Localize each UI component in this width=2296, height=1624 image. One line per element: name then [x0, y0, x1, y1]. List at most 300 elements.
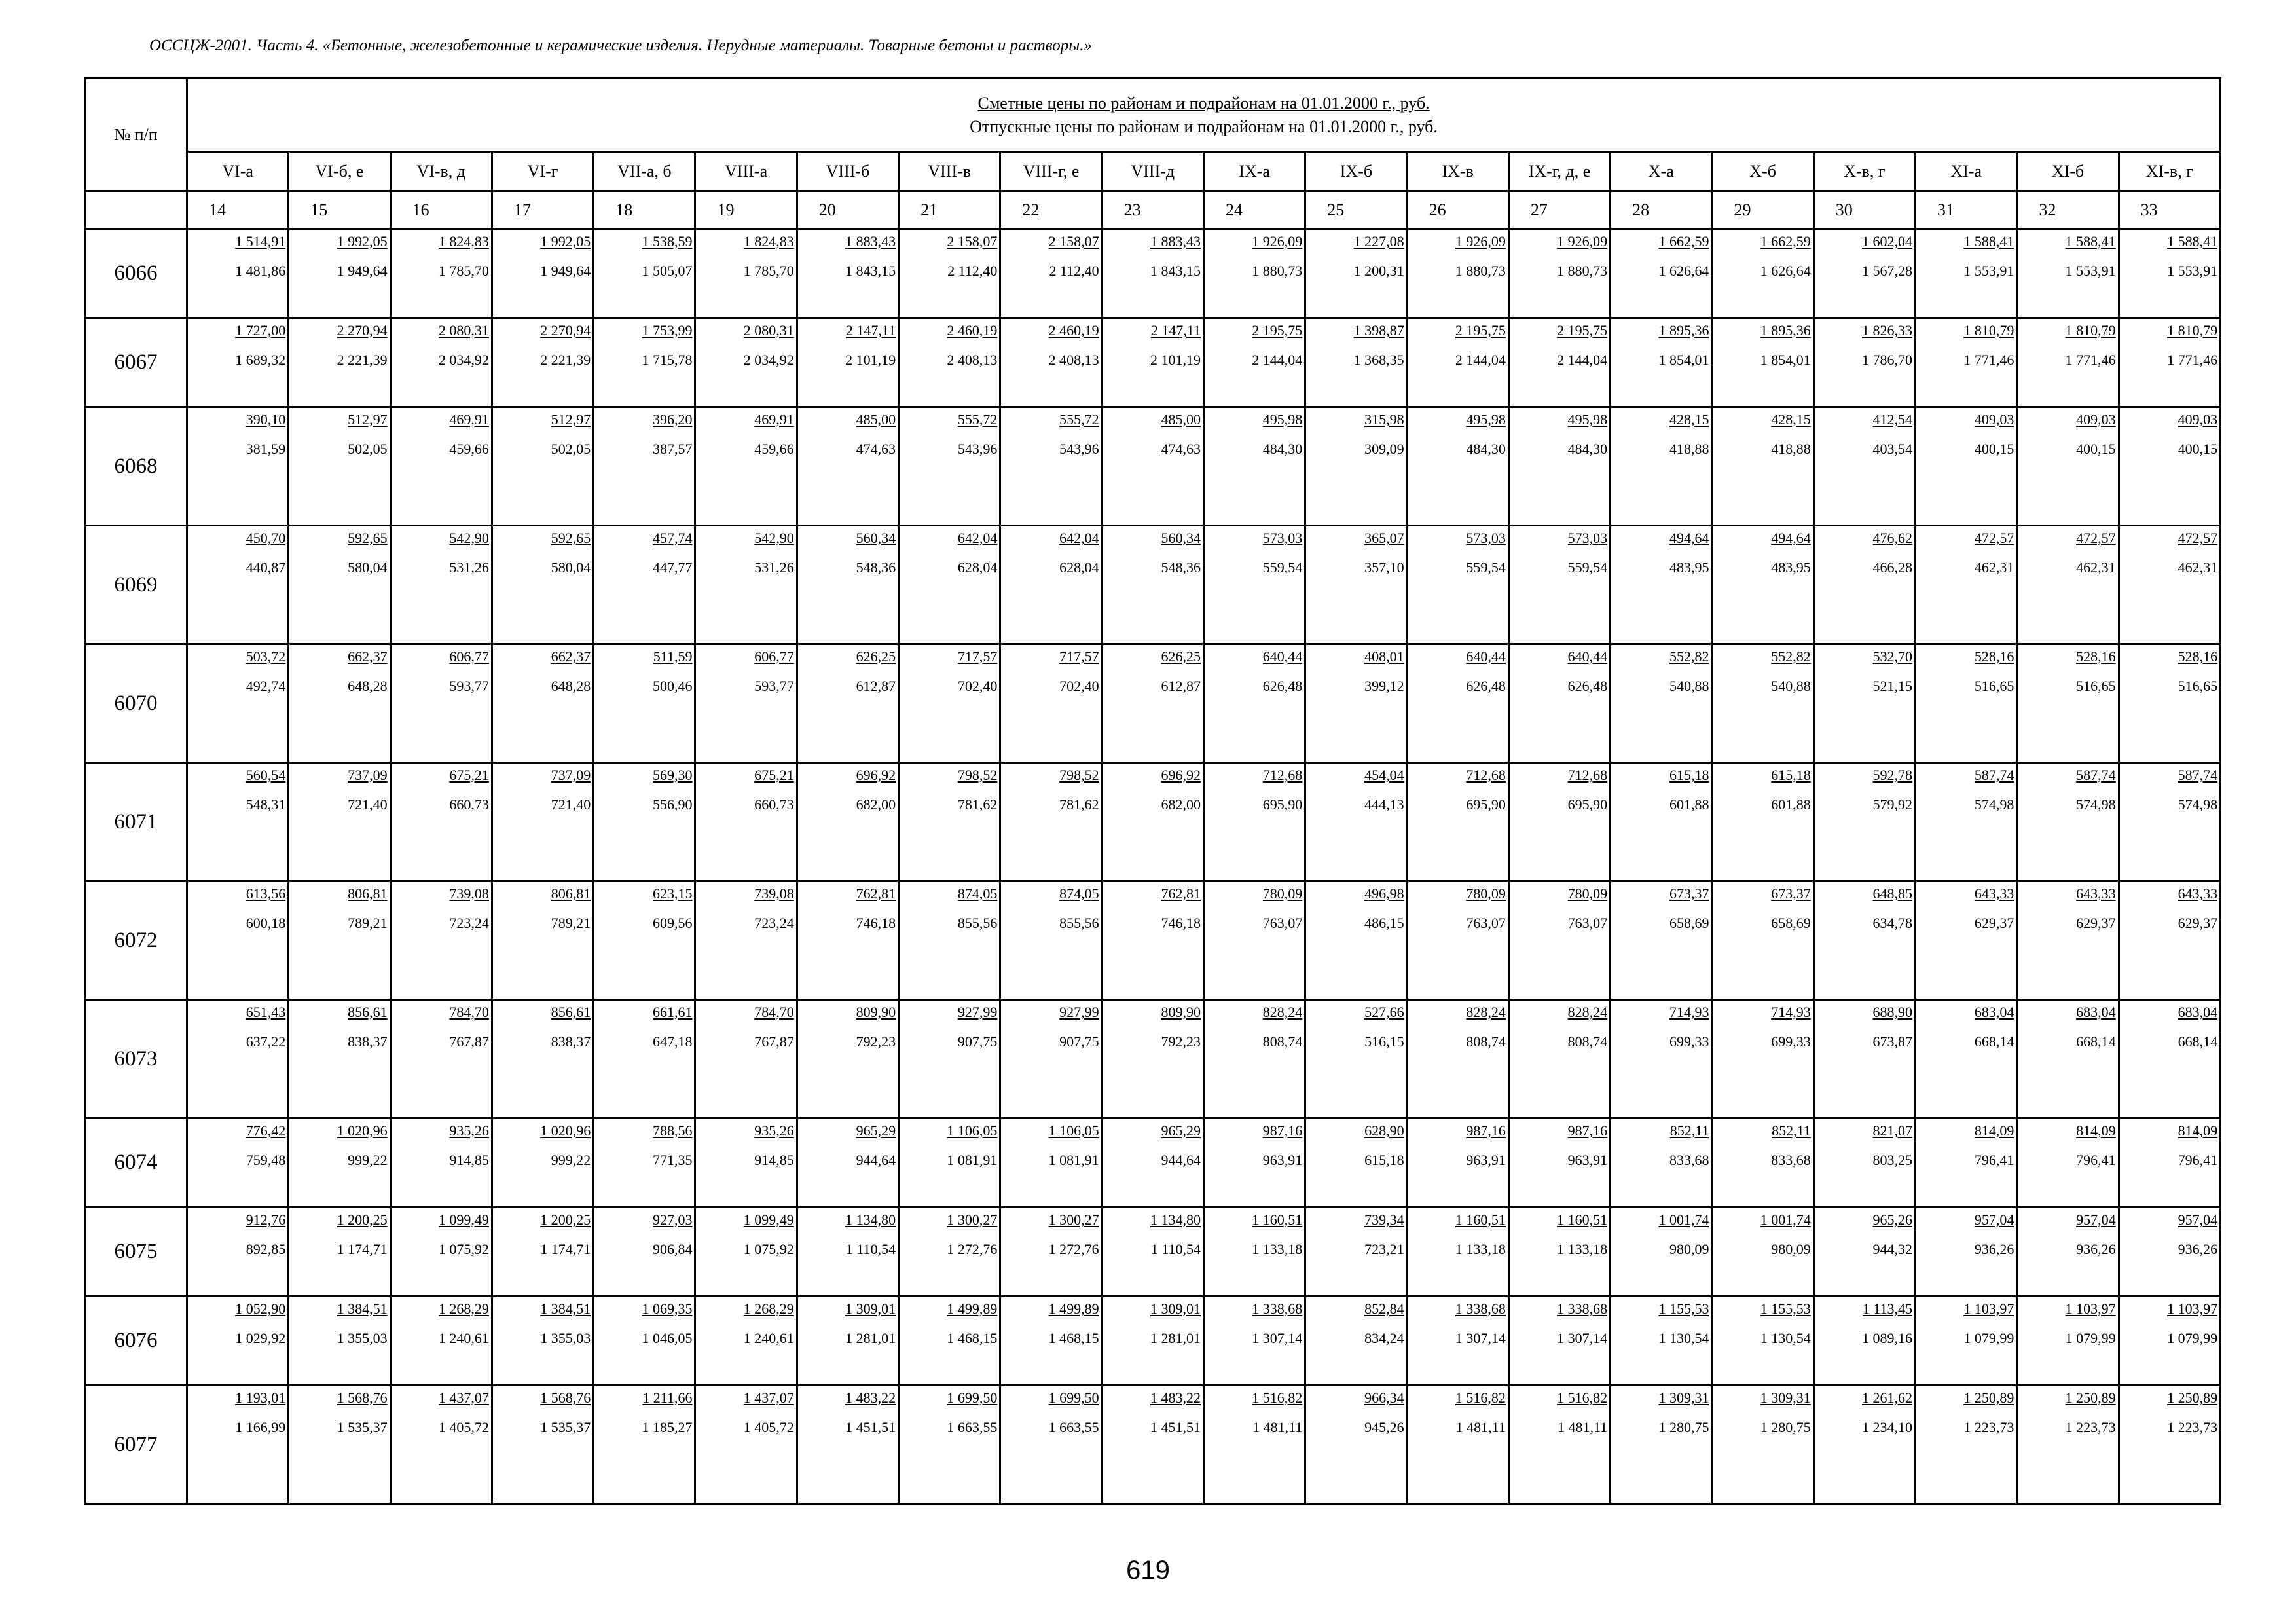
- district-header: X-б: [1712, 152, 1813, 191]
- estimate-price: 469,91: [449, 411, 489, 428]
- release-price: 1 567,28: [1862, 263, 1913, 279]
- release-price: 1 368,35: [1353, 352, 1404, 368]
- release-price: 1 843,15: [1150, 263, 1201, 279]
- release-price: 531,26: [754, 559, 794, 576]
- release-price: 1 663,55: [1048, 1419, 1099, 1435]
- release-price: 1 355,03: [540, 1330, 591, 1346]
- estimate-price: 957,04: [2178, 1211, 2218, 1228]
- price-cell: [187, 1208, 289, 1297]
- estimate-price: 552,82: [1669, 648, 1709, 665]
- release-price: 1 880,73: [1455, 263, 1506, 279]
- release-price: 559,54: [1567, 559, 1608, 576]
- price-cell: [1508, 644, 1610, 763]
- districts-row: [85, 152, 2221, 191]
- estimate-price: 428,15: [1771, 411, 1811, 428]
- price-cell: [1813, 1118, 1915, 1208]
- estimate-price: 1 155,53: [1760, 1301, 1811, 1317]
- estimate-price: 856,61: [348, 1004, 388, 1020]
- estimate-price: 1 309,31: [1658, 1390, 1709, 1406]
- price-cell: [1102, 526, 1203, 644]
- estimate-price: 717,57: [957, 648, 998, 665]
- estimate-price: 512,97: [551, 411, 591, 428]
- estimate-price: 1 588,41: [2167, 233, 2218, 249]
- price-cell: [1305, 1208, 1407, 1297]
- estimate-price: 780,09: [1466, 885, 1506, 902]
- price-cell: [1407, 881, 1508, 1000]
- release-price: 1 110,54: [845, 1241, 896, 1257]
- estimate-price: 408,01: [1364, 648, 1404, 665]
- estimate-price: 1 568,76: [337, 1390, 388, 1406]
- district-header: VIII-а: [695, 152, 797, 191]
- release-price: 907,75: [1059, 1033, 1099, 1050]
- price-cell: [1813, 1386, 1915, 1504]
- estimate-price: 1 106,05: [947, 1122, 998, 1139]
- estimate-price: 643,33: [2076, 885, 2116, 902]
- price-cell: [1916, 407, 2017, 526]
- release-price: 914,85: [449, 1152, 489, 1168]
- price-cell: [1000, 1386, 1102, 1504]
- price-cell: [594, 229, 695, 318]
- release-price: 601,88: [1669, 796, 1709, 813]
- estimate-price: 542,90: [449, 530, 489, 546]
- price-cell: [1203, 644, 1305, 763]
- price-cell: [1305, 318, 1407, 407]
- estimate-price: 1 662,59: [1658, 233, 1709, 249]
- release-price: 660,73: [449, 796, 489, 813]
- release-price: 2 101,19: [845, 352, 896, 368]
- price-cell: [1203, 1208, 1305, 1297]
- release-price: 963,91: [1567, 1152, 1608, 1168]
- price-cell: [1916, 1386, 2017, 1504]
- estimate-price: 927,99: [957, 1004, 998, 1020]
- estimate-price: 1 514,91: [235, 233, 286, 249]
- price-cell: [1712, 526, 1813, 644]
- price-cell: [1916, 229, 2017, 318]
- price-cell: [390, 644, 492, 763]
- price-cell: [1305, 1000, 1407, 1118]
- price-cell: [187, 318, 289, 407]
- estimate-price: 762,81: [1161, 885, 1201, 902]
- estimate-price: 651,43: [246, 1004, 286, 1020]
- release-price: 447,77: [652, 559, 693, 576]
- price-cell: [390, 1000, 492, 1118]
- price-cell: [1102, 1208, 1203, 1297]
- release-price: 548,36: [1161, 559, 1201, 576]
- row-code: 6076: [85, 1297, 187, 1386]
- district-header: IX-в: [1407, 152, 1508, 191]
- price-cell: [1102, 1000, 1203, 1118]
- release-price: 723,24: [754, 915, 794, 931]
- price-cell: [1407, 763, 1508, 881]
- column-number: 27: [1508, 191, 1610, 229]
- release-price: 516,65: [1974, 678, 2014, 694]
- table-row: [85, 318, 2221, 407]
- price-cell: [1407, 1118, 1508, 1208]
- price-cell: [1000, 1118, 1102, 1208]
- price-cell: [899, 407, 1000, 526]
- release-price: 838,37: [551, 1033, 591, 1050]
- price-cell: [899, 229, 1000, 318]
- price-cell: [1407, 644, 1508, 763]
- estimate-price: 717,57: [1059, 648, 1099, 665]
- estimate-price: 606,77: [449, 648, 489, 665]
- release-price: 459,66: [754, 441, 794, 457]
- column-number: 24: [1203, 191, 1305, 229]
- estimate-price: 1 268,29: [743, 1301, 794, 1317]
- release-price: 1 451,51: [1150, 1419, 1201, 1435]
- estimate-price: 673,37: [1771, 885, 1811, 902]
- estimate-price: 696,92: [856, 767, 896, 783]
- release-price: 2 221,39: [337, 352, 388, 368]
- price-cell: [1305, 407, 1407, 526]
- price-cell: [2017, 1000, 2119, 1118]
- row-code: 6073: [85, 1000, 187, 1118]
- estimate-price: 714,93: [1771, 1004, 1811, 1020]
- release-price: 660,73: [754, 796, 794, 813]
- price-cell: [695, 1000, 797, 1118]
- release-price: 1 880,73: [1557, 263, 1608, 279]
- estimate-price: 1 483,22: [1150, 1390, 1201, 1406]
- price-cell: [187, 881, 289, 1000]
- price-cell: [187, 644, 289, 763]
- price-cell: [1102, 644, 1203, 763]
- price-cell: [1000, 407, 1102, 526]
- release-price: 963,91: [1262, 1152, 1303, 1168]
- release-price: 629,37: [2076, 915, 2116, 931]
- estimate-price: 1 103,97: [1963, 1301, 2014, 1317]
- estimate-price: 809,90: [1161, 1004, 1201, 1020]
- release-price: 399,12: [1364, 678, 1404, 694]
- district-header: VI-б, е: [289, 152, 390, 191]
- price-cell: [1203, 1386, 1305, 1504]
- estimate-price: 528,16: [2178, 648, 2218, 665]
- price-cell: [797, 1386, 898, 1504]
- price-cell: [1508, 1208, 1610, 1297]
- price-cell: [1611, 1208, 1712, 1297]
- release-price: 531,26: [449, 559, 489, 576]
- release-price: 945,26: [1364, 1419, 1404, 1435]
- release-price: 673,87: [1872, 1033, 1913, 1050]
- price-cell: [2119, 1208, 2220, 1297]
- release-price: 459,66: [449, 441, 489, 457]
- release-price: 1 481,11: [1252, 1419, 1303, 1435]
- price-cell: [1712, 318, 1813, 407]
- column-number: 17: [492, 191, 593, 229]
- release-price: 668,14: [1974, 1033, 2014, 1050]
- release-price: 1 535,37: [337, 1419, 388, 1435]
- price-cell: [289, 1208, 390, 1297]
- price-cell: [1508, 1386, 1610, 1504]
- release-price: 580,04: [551, 559, 591, 576]
- price-cell: [289, 1297, 390, 1386]
- price-cell: [2119, 407, 2220, 526]
- estimate-price: 1 926,09: [1557, 233, 1608, 249]
- price-cell: [797, 526, 898, 644]
- estimate-price: 1 992,05: [540, 233, 591, 249]
- estimate-price: 1 103,97: [2065, 1301, 2116, 1317]
- price-cell: [1813, 644, 1915, 763]
- price-cell: [492, 1386, 593, 1504]
- price-cell: [594, 318, 695, 407]
- price-cell: [1407, 407, 1508, 526]
- estimate-price: 1 338,68: [1557, 1301, 1608, 1317]
- table-row: [85, 1297, 2221, 1386]
- release-price: 699,33: [1771, 1033, 1811, 1050]
- estimate-price: 1 001,74: [1658, 1211, 1709, 1228]
- release-price: 759,48: [246, 1152, 286, 1168]
- table-row: [85, 881, 2221, 1000]
- price-cell: [594, 1000, 695, 1118]
- estimate-price: 1 883,43: [845, 233, 896, 249]
- release-price: 381,59: [246, 441, 286, 457]
- release-price: 626,48: [1262, 678, 1303, 694]
- price-cell: [594, 763, 695, 881]
- price-cell: [695, 763, 797, 881]
- price-cell: [1916, 318, 2017, 407]
- estimate-price: 1 810,79: [1963, 322, 2014, 339]
- district-header: XI-б: [2017, 152, 2119, 191]
- estimate-price: 852,84: [1364, 1301, 1404, 1317]
- price-cell: [1407, 1000, 1508, 1118]
- estimate-price: 2 195,75: [1557, 322, 1608, 339]
- release-price: 763,07: [1567, 915, 1608, 931]
- price-table: [84, 77, 2221, 1505]
- estimate-price: 592,78: [1872, 767, 1913, 783]
- release-price: 1 081,91: [947, 1152, 998, 1168]
- table-row: [85, 229, 2221, 318]
- release-price: 1 133,18: [1455, 1241, 1506, 1257]
- release-price: 629,37: [1974, 915, 2014, 931]
- price-cell: [695, 1297, 797, 1386]
- estimate-price: 495,98: [1262, 411, 1303, 428]
- estimate-price: 798,52: [1059, 767, 1099, 783]
- district-header: VIII-в: [899, 152, 1000, 191]
- estimate-price: 987,16: [1262, 1122, 1303, 1139]
- release-price: 626,48: [1466, 678, 1506, 694]
- release-price: 936,26: [2178, 1241, 2218, 1257]
- price-cell: [492, 407, 593, 526]
- estimate-price: 1 588,41: [1963, 233, 2014, 249]
- estimate-price: 814,09: [1974, 1122, 2014, 1139]
- release-price: 1 174,71: [337, 1241, 388, 1257]
- price-cell: [1813, 763, 1915, 881]
- estimate-price: 643,33: [2178, 885, 2218, 902]
- release-price: 796,41: [1974, 1152, 2014, 1168]
- release-price: 2 144,04: [1557, 352, 1608, 368]
- district-header: XI-в, г: [2119, 152, 2220, 191]
- release-price: 1 505,07: [642, 263, 693, 279]
- price-cell: [899, 1297, 1000, 1386]
- price-cell: [2017, 407, 2119, 526]
- column-number: 19: [695, 191, 797, 229]
- price-cell: [899, 1000, 1000, 1118]
- price-cell: [797, 229, 898, 318]
- price-cell: [1916, 881, 2017, 1000]
- price-cell: [1305, 1118, 1407, 1208]
- price-cell: [1813, 1000, 1915, 1118]
- estimate-price: 1 926,09: [1252, 233, 1303, 249]
- estimate-price: 528,16: [1974, 648, 2014, 665]
- estimate-price: 1 602,04: [1862, 233, 1913, 249]
- estimate-price: 1 338,68: [1252, 1301, 1303, 1317]
- price-cell: [594, 526, 695, 644]
- document-header: ОССЦЖ-2001. Часть 4. «Бетонные, железобетонные и керамические изделия. Нерудные материалы. Товарные бетоны и растворы.»: [149, 37, 1092, 54]
- estimate-price: 806,81: [348, 885, 388, 902]
- estimate-price: 573,03: [1262, 530, 1303, 546]
- price-cell: [187, 526, 289, 644]
- release-price: 2 408,13: [947, 352, 998, 368]
- release-price: 1 280,75: [1760, 1419, 1811, 1435]
- row-code: 6077: [85, 1386, 187, 1504]
- estimate-prices-header: Сметные цены по районам и подрайонам на 01.01.2000 г., руб.: [977, 93, 1430, 113]
- estimate-price: 927,03: [652, 1211, 693, 1228]
- estimate-price: 987,16: [1567, 1122, 1608, 1139]
- estimate-price: 739,34: [1364, 1211, 1404, 1228]
- price-cell: [289, 1000, 390, 1118]
- price-cell: [1508, 229, 1610, 318]
- price-cell: [1203, 407, 1305, 526]
- release-price: 400,15: [2178, 441, 2218, 457]
- estimate-price: 2 195,75: [1252, 322, 1303, 339]
- estimate-price: 798,52: [957, 767, 998, 783]
- price-cell: [1611, 229, 1712, 318]
- price-cell: [695, 229, 797, 318]
- price-cell: [1813, 881, 1915, 1000]
- estimate-price: 1 437,07: [743, 1390, 794, 1406]
- release-price: 833,68: [1669, 1152, 1709, 1168]
- column-number: 26: [1407, 191, 1508, 229]
- estimate-price: 957,04: [1974, 1211, 2014, 1228]
- estimate-price: 1 309,31: [1760, 1390, 1811, 1406]
- price-cell: [1102, 1386, 1203, 1504]
- table-header-row: [85, 79, 2221, 152]
- price-cell: [1508, 881, 1610, 1000]
- release-price: 1 468,15: [947, 1330, 998, 1346]
- estimate-price: 472,57: [1974, 530, 2014, 546]
- release-price: 1 553,91: [1963, 263, 2014, 279]
- price-cell: [1305, 526, 1407, 644]
- release-price: 796,41: [2178, 1152, 2218, 1168]
- price-cell: [797, 881, 898, 1000]
- price-cell: [2119, 763, 2220, 881]
- page-number: 619: [1126, 1556, 1170, 1585]
- column-number: 16: [390, 191, 492, 229]
- price-cell: [1102, 407, 1203, 526]
- estimate-price: 613,56: [246, 885, 286, 902]
- estimate-price: 828,24: [1262, 1004, 1303, 1020]
- release-price: 483,95: [1669, 559, 1709, 576]
- release-price: 1 110,54: [1150, 1241, 1201, 1257]
- price-cell: [2017, 644, 2119, 763]
- estimate-price: 532,70: [1872, 648, 1913, 665]
- estimate-price: 1 250,89: [2065, 1390, 2116, 1406]
- estimate-price: 935,26: [449, 1122, 489, 1139]
- estimate-price: 957,04: [2076, 1211, 2116, 1228]
- release-price: 648,28: [551, 678, 591, 694]
- estimate-price: 675,21: [449, 767, 489, 783]
- column-number: 25: [1305, 191, 1407, 229]
- release-price: 1 200,31: [1353, 263, 1404, 279]
- column-number: 30: [1813, 191, 1915, 229]
- price-cell: [594, 1386, 695, 1504]
- release-price: 637,22: [246, 1033, 286, 1050]
- column-number: 15: [289, 191, 390, 229]
- price-cell: [797, 644, 898, 763]
- price-cell: [1916, 1000, 2017, 1118]
- price-cell: [1203, 526, 1305, 644]
- price-cell: [187, 1386, 289, 1504]
- estimate-price: 966,34: [1364, 1390, 1404, 1406]
- estimate-price: 454,04: [1364, 767, 1404, 783]
- release-price: 1 481,11: [1455, 1419, 1506, 1435]
- release-price: 771,35: [652, 1152, 693, 1168]
- estimate-price: 1 699,50: [947, 1390, 998, 1406]
- estimate-price: 1 001,74: [1760, 1211, 1811, 1228]
- price-cell: [1508, 407, 1610, 526]
- estimate-price: 642,04: [957, 530, 998, 546]
- row-code: 6071: [85, 763, 187, 881]
- estimate-price: 1 568,76: [540, 1390, 591, 1406]
- price-cell: [1712, 1297, 1813, 1386]
- price-cell: [1508, 763, 1610, 881]
- estimate-price: 560,54: [246, 767, 286, 783]
- estimate-price: 1 499,89: [1048, 1301, 1099, 1317]
- estimate-price: 643,33: [1974, 885, 2014, 902]
- release-price: 1 854,01: [1760, 352, 1811, 368]
- release-price: 1 553,91: [2065, 263, 2116, 279]
- release-price: 792,23: [856, 1033, 896, 1050]
- estimate-price: 1 338,68: [1455, 1301, 1506, 1317]
- price-cell: [797, 763, 898, 881]
- price-cell: [797, 1000, 898, 1118]
- row-code: 6072: [85, 881, 187, 1000]
- release-price: 855,56: [1059, 915, 1099, 931]
- estimate-price: 476,62: [1872, 530, 1913, 546]
- price-cell: [1813, 1297, 1915, 1386]
- estimate-price: 2 080,31: [438, 322, 489, 339]
- release-price: 540,88: [1669, 678, 1709, 694]
- price-cell: [390, 526, 492, 644]
- price-cell: [797, 1297, 898, 1386]
- estimate-price: 1 200,25: [337, 1211, 388, 1228]
- price-cell: [1000, 763, 1102, 881]
- estimate-price: 560,34: [856, 530, 896, 546]
- price-cell: [1916, 1208, 2017, 1297]
- estimate-price: 606,77: [754, 648, 794, 665]
- estimate-price: 1 160,51: [1557, 1211, 1608, 1228]
- release-price: 548,36: [856, 559, 896, 576]
- release-price: 1 468,15: [1048, 1330, 1099, 1346]
- table-row: [85, 1386, 2221, 1504]
- price-cell: [289, 881, 390, 1000]
- price-cell: [2017, 318, 2119, 407]
- price-cell: [390, 1297, 492, 1386]
- release-price: 484,30: [1567, 441, 1608, 457]
- price-cell: [492, 1208, 593, 1297]
- estimate-price: 1 727,00: [235, 322, 286, 339]
- price-cell: [2017, 229, 2119, 318]
- release-price: 1 089,16: [1862, 1330, 1913, 1346]
- price-cell: [187, 407, 289, 526]
- estimate-price: 640,44: [1466, 648, 1506, 665]
- estimate-price: 472,57: [2076, 530, 2116, 546]
- estimate-price: 965,26: [1872, 1211, 1913, 1228]
- estimate-price: 315,98: [1364, 411, 1404, 428]
- price-cell: [2119, 881, 2220, 1000]
- estimate-price: 587,74: [2076, 767, 2116, 783]
- release-price: 1 355,03: [337, 1330, 388, 1346]
- price-cell: [289, 763, 390, 881]
